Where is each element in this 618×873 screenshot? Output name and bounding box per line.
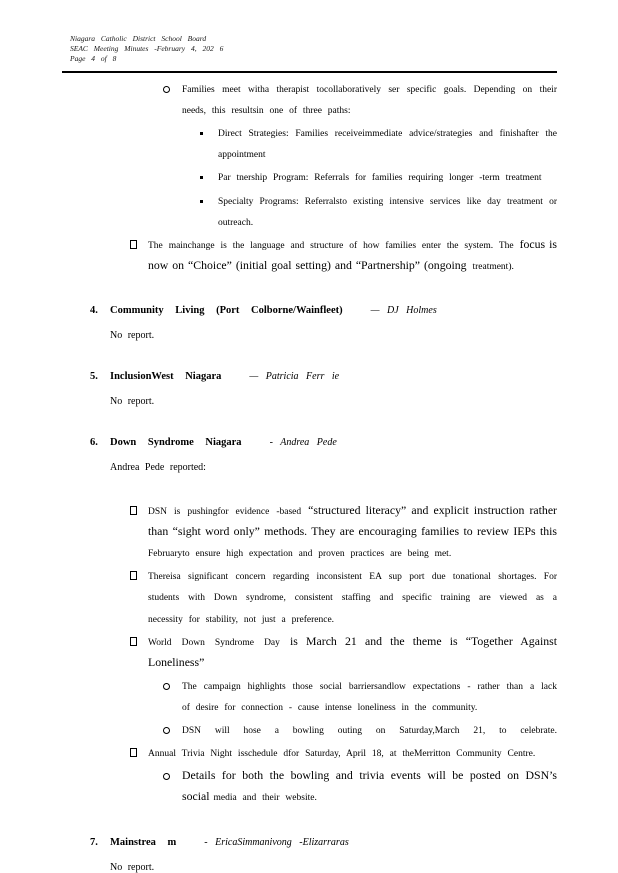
section-title: Mainstrea m — [110, 836, 177, 848]
section-title: Community Living (Port Colborne/Wainfleet) — [110, 304, 343, 316]
bullet-marker-column — [200, 165, 218, 186]
list-item-text — [182, 764, 557, 806]
header-divider — [62, 71, 557, 73]
section-title: Down Syndrome Niagara — [110, 436, 242, 448]
bullet-marker-column — [130, 741, 148, 762]
list-item-level1 — [62, 564, 557, 627]
bullet-marker-column — [163, 718, 182, 739]
bullet-marker-column — [130, 499, 148, 562]
text-segment: treatment). — [466, 261, 514, 272]
list-item-level2 — [62, 674, 557, 716]
text-segment: Specialty Programs: Referralsto existing intensive services like day treatment or outreach. — [218, 196, 557, 228]
list-item-level2 — [62, 77, 557, 119]
header-line-pagenum: Page 4 of 8 — [70, 54, 117, 63]
bullet-marker-column — [130, 564, 148, 627]
text-segment: is March 21 and the theme is “Together Against Loneliness” — [148, 633, 557, 669]
paragraph: Andrea Pede reported: — [110, 461, 206, 473]
section-number: 5. — [90, 370, 98, 382]
dot-bullet-icon — [200, 200, 203, 203]
list-item-text — [148, 741, 557, 762]
list-item-text — [182, 77, 557, 119]
text-segment: Thereisa significant concern regarding inconsistent EA sup port due tonational shortages. For students with Down syndrome, consistent staffing and specific training are viewed as a necessity for stability, not just a preference. — [148, 572, 557, 625]
list-item-level2 — [62, 718, 557, 739]
circle-bullet-icon — [163, 86, 170, 93]
circle-bullet-icon — [163, 683, 170, 690]
text-segment: Februaryto ensure high expectation and proven practices are being met. — [148, 549, 452, 560]
list-item-text — [148, 233, 557, 275]
square-bullet-icon — [130, 506, 137, 515]
list-item-text — [148, 630, 557, 672]
text-segment: Annual Trivia Night isschedule dfor Saturday, April 18, at theMerritton Community Centre. — [148, 749, 536, 760]
section-attribution: — DJ Holmes — [370, 304, 437, 316]
paragraph: No report. — [110, 329, 155, 341]
circle-bullet-icon — [163, 727, 170, 734]
section-title: InclusionWest Niagara — [110, 370, 222, 382]
text-segment: Details for both the bowling and trivia events will be posted on DSN’s social — [182, 768, 557, 804]
text-segment: Direct Strategies: Families receiveimmediate advice/strategies and finishafter the appointment — [218, 129, 557, 161]
bullet-marker-column — [200, 121, 218, 163]
bullet-marker-column — [163, 77, 182, 119]
section-heading — [62, 305, 557, 316]
dot-bullet-icon — [200, 176, 203, 179]
section-heading — [62, 837, 557, 848]
section-attribution: — Patricia Ferr ie — [249, 370, 340, 382]
list-item-level1 — [62, 233, 557, 275]
dot-bullet-icon — [200, 132, 203, 135]
circle-bullet-icon — [163, 773, 170, 780]
text-segment: The campaign highlights those social barriersandlow expectations - rather than a lack of desire for connection - cause intense loneliness in the community. — [182, 681, 557, 713]
list-item-text — [218, 121, 557, 163]
text-segment: World Down Syndrome Day — [148, 637, 290, 648]
text-segment: Families meet witha therapist tocollaboratively ser specific goals. Depending on their needs, this resultsin one of three paths: — [182, 85, 557, 117]
list-item-text — [182, 718, 557, 739]
bullet-marker-column — [163, 674, 182, 716]
list-item-level1 — [62, 741, 557, 762]
page-header — [62, 34, 557, 64]
list-item-text — [148, 564, 557, 627]
bullet-marker-column — [130, 630, 148, 672]
section-number: 6. — [90, 436, 98, 448]
list-item-text — [182, 674, 557, 716]
text-segment: DSN will hose a bowling outing on Saturday,March 21, to celebrate. — [182, 726, 557, 737]
list-item-level2 — [62, 764, 557, 806]
text-segment: Par tnership Program: Referrals for families requiring longer -term treatment — [218, 173, 542, 184]
document-body — [62, 77, 557, 873]
text-segment: “structured literacy” and explicit instruction rather than “sight word only” methods. They are encouraging families to review IEPs this — [148, 502, 557, 539]
list-item-level1 — [62, 630, 557, 672]
list-item-level1 — [62, 499, 557, 562]
list-item-level3 — [62, 189, 557, 231]
list-item-text — [148, 499, 557, 562]
text-segment: focus is now on “Choice” (initial goal setting) and “Partnership” (ongoing — [148, 236, 557, 272]
bullet-marker-column — [130, 233, 148, 275]
bullet-marker-column — [163, 764, 182, 806]
header-line-meeting: SEAC Meeting Minutes -February 4, 202 6 — [70, 44, 224, 53]
list-item-level3 — [62, 165, 557, 186]
bullet-marker-column — [200, 189, 218, 231]
square-bullet-icon — [130, 637, 137, 646]
paragraph: No report. — [110, 861, 155, 873]
list-item-text — [218, 189, 557, 231]
section-attribution: - Andrea Pede — [269, 436, 337, 448]
text-segment: media and their website. — [213, 793, 317, 804]
section-heading — [62, 437, 557, 448]
section-attribution: - EricaSimmanivong -Elizarraras — [204, 836, 349, 848]
list-item-level3 — [62, 121, 557, 163]
list-item-text — [218, 165, 557, 186]
square-bullet-icon — [130, 748, 137, 757]
header-line-board: Niagara Catholic District School Board — [70, 34, 207, 43]
section-number: 4. — [90, 304, 98, 316]
section-number: 7. — [90, 836, 98, 848]
square-bullet-icon — [130, 240, 137, 249]
text-segment: The mainchange is the language and structure of how families enter the system. The — [148, 240, 520, 251]
text-segment: DSN is pushingfor evidence -based — [148, 506, 309, 517]
paragraph: No report. — [110, 395, 155, 407]
section-heading — [62, 371, 557, 382]
square-bullet-icon — [130, 571, 137, 580]
